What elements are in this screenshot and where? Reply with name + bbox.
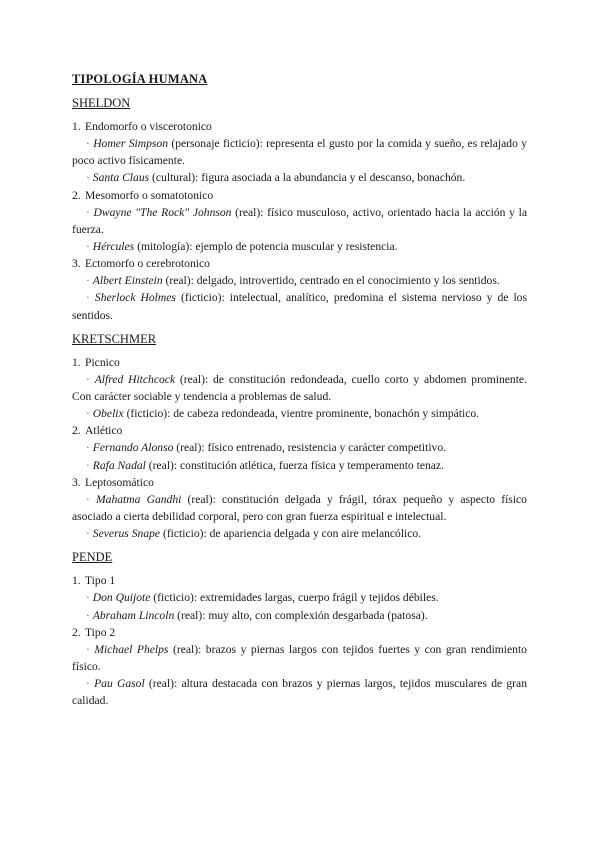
list-label: Atlético: [85, 424, 123, 438]
entry-name: Mahatma Gandhi: [96, 492, 182, 506]
list-item-heading: [72, 624, 527, 641]
entry-text: (real): brazos y piernas largos con tejidos fuertes y con gran rendimiento físico.: [72, 642, 527, 674]
entry-text: (ficticio): de cabeza redondeada, vientre prominente, bonachón y simpático.: [123, 407, 480, 421]
entry-name: Severus Snape: [92, 527, 161, 541]
list-entry: · Mahatma Gandhi (real): constitución delgada y frágil, tórax pequeño y aspecto físico asociado a cierta debilidad corporal, pero con gran fuerza espiritual e intelectual.: [72, 492, 527, 524]
list-number: 3.: [72, 475, 81, 489]
entry-name: Pau Gasol: [94, 677, 145, 691]
entry-name: Don Quijote: [92, 591, 151, 605]
entry-name: Santa Claus: [92, 171, 150, 185]
list-label: Picnico: [85, 355, 120, 369]
entry-text: (real): de constitución redondeada, cuello corto y abdomen prominente. Con carácter sociable y tendencia a problemas de salud.: [72, 372, 527, 404]
list-item-heading: [72, 422, 527, 439]
entry-name: Michael Phelps: [94, 642, 169, 656]
list-item-heading: [72, 572, 527, 589]
list-entry: · Sherlock Holmes (ficticio): intelectual, analítico, predomina el sistema nervioso y de los sentidos.: [72, 291, 527, 322]
entry-name: Sherlock Holmes: [94, 291, 176, 305]
entry-text: (personaje ficticio): representa el gusto por la comida y sueño, es relajado y poco activo físicamente.: [72, 137, 527, 168]
list-number: 1.: [72, 574, 81, 588]
list-entry: · Abraham Lincoln (real): muy alto, con complexión desgarbada (patosa).: [86, 608, 428, 622]
list-entry: · Hércules (mitología): ejemplo de potencia muscular y resistencia.: [86, 240, 398, 254]
entry-text: (real): constitución delgada y frágil, tórax pequeño y aspecto físico asociado a cierta debilidad corporal, pero con gran fuerza espiritual e intelectual.: [72, 492, 527, 524]
document-page: [72, 70, 527, 710]
list-entry: · Alfred Hitchcock (real): de constitución redondeada, cuello corto y abdomen prominente. Con carácter sociable y tendencia a problemas de salud.: [72, 372, 527, 404]
list-label: Ectomorfo o cerebrotonico: [85, 257, 210, 271]
entry-name: Albert Einstein: [92, 274, 163, 288]
section-heading-kretschmer: KRETSCHMER: [72, 331, 157, 346]
list-entry: · Dwayne "The Rock" Johnson (real): físico musculoso, activo, orientado hacia la acción y la fuerza.: [72, 205, 527, 236]
list-item-heading: [72, 255, 527, 272]
list-number: 1.: [72, 355, 81, 369]
list-item-heading: [72, 474, 527, 491]
entry-name: Homer Simpson: [93, 137, 169, 150]
entry-name: Fernando Alonso: [92, 441, 174, 455]
list-entry: · Severus Snape (ficticio): de apariencia delgada y con aire melancólico.: [86, 527, 422, 541]
list-label: Mesomorfo o somatotonico: [85, 188, 214, 202]
list-entry: · Homer Simpson (personaje ficticio): representa el gusto por la comida y sueño, es relajado y poco activo físicamente.: [72, 137, 527, 168]
page-title: TIPOLOGÍA HUMANA: [72, 72, 208, 86]
entry-name: Dwayne "The Rock" Johnson: [93, 205, 232, 219]
list-label: Leptosomático: [85, 475, 154, 489]
list-label: Tipo 1: [85, 574, 116, 588]
list-entry: · Santa Claus (cultural): figura asociada a la abundancia y el descanso, bonachón.: [86, 171, 466, 185]
entry-text: (ficticio): extremidades largas, cuerpo frágil y tejidos débiles.: [150, 591, 439, 605]
list-number: 2.: [72, 188, 81, 202]
entry-text: (ficticio): intelectual, analítico, predomina el sistema nervioso y de los sentidos.: [72, 291, 527, 322]
entry-text: (real): altura destacada con brazos y piernas largos, tejidos musculares de gran calidad.: [72, 677, 527, 708]
list-item-heading: [72, 187, 527, 204]
list-entry: · Don Quijote (ficticio): extremidades largas, cuerpo frágil y tejidos débiles.: [86, 591, 439, 605]
list-entry: · Obelix (ficticio): de cabeza redondeada, vientre prominente, bonachón y simpático.: [86, 407, 480, 421]
entry-text: (real): físico entrenado, resistencia y carácter competitivo.: [173, 441, 447, 455]
entry-text: (cultural): figura asociada a la abundancia y el descanso, bonachón.: [149, 171, 466, 185]
list-entry: · Fernando Alonso (real): físico entrenado, resistencia y carácter competitivo.: [86, 441, 447, 455]
list-number: 1.: [72, 120, 81, 133]
entry-text: (real): constitución atlética, fuerza física y temperamento tenaz.: [145, 458, 444, 472]
entry-text: (real): físico musculoso, activo, orientado hacia la acción y la fuerza.: [72, 205, 527, 236]
list-item-heading: [72, 354, 527, 371]
list-entry: · Albert Einstein (real): delgado, introvertido, centrado en el conocimiento y los sentidos.: [86, 274, 500, 288]
section-heading-sheldon: SHELDON: [72, 96, 131, 110]
entry-text: (real): muy alto, con complexión desgarbada (patosa).: [174, 608, 428, 622]
list-item-heading: [72, 118, 527, 135]
entry-name: Alfred Hitchcock: [94, 372, 176, 386]
list-number: 2.: [72, 625, 81, 639]
entry-name: Obelix: [92, 407, 124, 421]
entry-name: Hércules: [92, 240, 135, 254]
entry-name: Abraham Lincoln: [92, 608, 175, 622]
list-entry: · Pau Gasol (real): altura destacada con brazos y piernas largos, tejidos musculares de gran calidad.: [72, 677, 527, 708]
entry-text: (real): delgado, introvertido, centrado en el conocimiento y los sentidos.: [162, 274, 500, 288]
list-label: Endomorfo o viscerotonico: [85, 120, 212, 133]
entry-text: (mitología): ejemplo de potencia muscular y resistencia.: [134, 240, 398, 254]
list-number: 2.: [72, 424, 81, 438]
entry-name: Rafa Nadal: [92, 458, 146, 472]
entry-text: (ficticio): de apariencia delgada y con aire melancólico.: [160, 527, 422, 541]
list-entry: · Michael Phelps (real): brazos y piernas largos con tejidos fuertes y con gran rendimiento físico.: [72, 642, 527, 674]
list-number: 3.: [72, 257, 81, 271]
list-label: Tipo 2: [85, 625, 116, 639]
list-entry: · Rafa Nadal (real): constitución atlética, fuerza física y temperamento tenaz.: [86, 458, 444, 472]
section-heading-pende: PENDE: [72, 550, 113, 565]
